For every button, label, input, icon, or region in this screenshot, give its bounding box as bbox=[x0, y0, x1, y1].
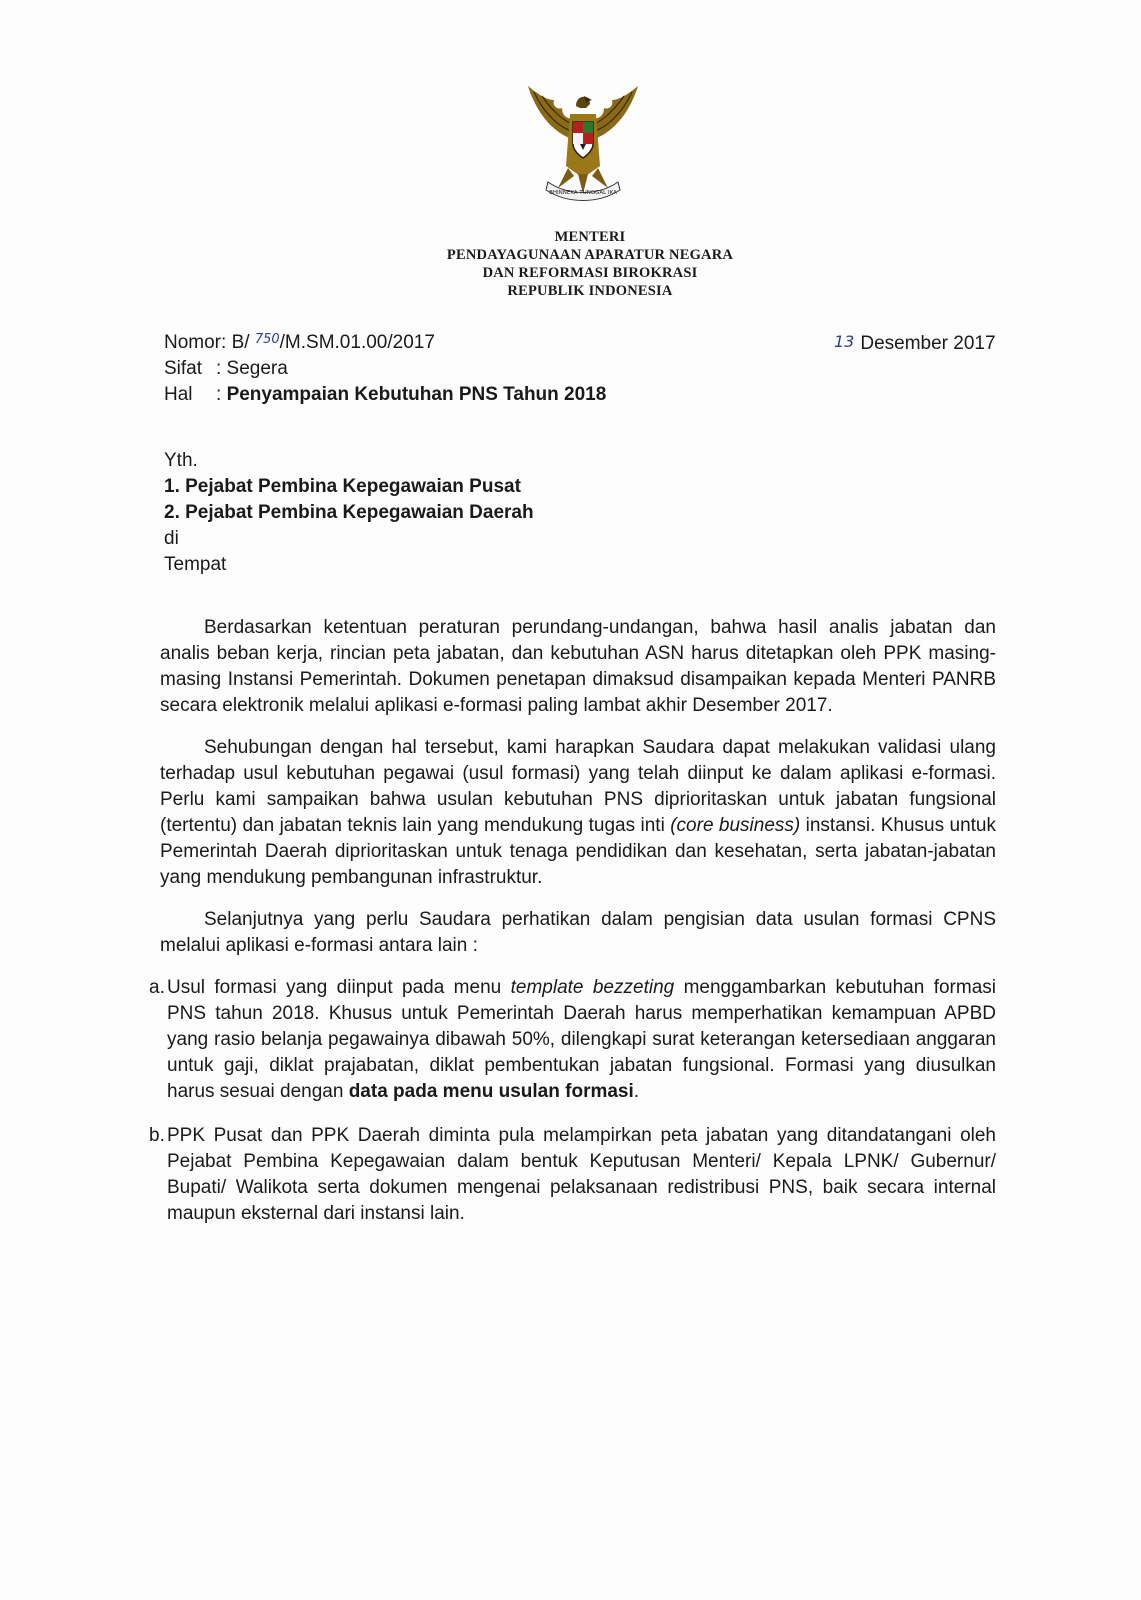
addressee-block bbox=[164, 448, 534, 578]
agency-line-2: PENDAYAGUNAAN APARATUR NEGARA bbox=[446, 247, 734, 263]
svg-text:BHINNEKA TUNGGAL IKA: BHINNEKA TUNGGAL IKA bbox=[549, 190, 617, 196]
agency-line-3: DAN REFORMASI BIROKRASI bbox=[482, 265, 698, 281]
addressee-di: di bbox=[164, 528, 179, 549]
letter-meta bbox=[164, 327, 606, 408]
hal-colon: : bbox=[216, 384, 222, 405]
garuda-emblem bbox=[518, 78, 648, 208]
agency-line-1: MENTERI bbox=[554, 229, 626, 245]
agency-header bbox=[300, 228, 880, 300]
item-a-bold: data pada menu usulan formasi bbox=[348, 1081, 634, 1102]
sifat-value: : Segera bbox=[216, 358, 288, 379]
nomor-label: Nomor: B/ bbox=[164, 332, 250, 353]
list-marker-b: b. bbox=[149, 1125, 165, 1146]
nomor-rest: /M.SM.01.00/2017 bbox=[279, 332, 435, 353]
item-a-end: . bbox=[633, 1081, 640, 1102]
item-b-text: PPK Pusat dan PPK Daerah diminta pula melampirkan peta jabatan yang ditandatangani oleh Pejabat Pembina Kepegawaian dalam bentuk Keputusan Menteri/ Kepala LPNK/ Gubernur/ Bupati/ Walikota serta dokumen mengenai pelaksanaan redistribusi PNS, baik secara internal maupun eksternal dari instansi lain. bbox=[167, 1125, 996, 1224]
hal-value: Penyampaian Kebutuhan PNS Tahun 2018 bbox=[226, 384, 607, 405]
item-a-text-1: Usul formasi yang diinput pada menu bbox=[167, 977, 502, 998]
letter-body bbox=[149, 615, 996, 1245]
salutation: Yth. bbox=[164, 450, 198, 471]
item-a-italic: template bezzeting bbox=[510, 977, 675, 998]
addressee-line-1: 1. Pejabat Pembina Kepegawaian Pusat bbox=[164, 476, 521, 497]
letter-date bbox=[834, 332, 996, 355]
sifat-label: Sifat bbox=[164, 358, 203, 379]
list-item-b bbox=[150, 1123, 996, 1227]
p2-italic: (core business) bbox=[670, 815, 801, 836]
agency-line-4: REPUBLIK INDONESIA bbox=[507, 283, 673, 299]
sifat-row bbox=[164, 356, 606, 382]
nomor-handwritten: 750 bbox=[254, 332, 280, 347]
paragraph-1: Berdasarkan ketentuan peraturan perundang-undangan, bahwa hasil analis jabatan dan analis beban kerja, rincian peta jabatan, dan kebutuhan ASN harus ditetapkan oleh PPK masing-masing Instansi Pemerintah. Dokumen penetapan dimaksud disampaikan kepada Menteri PANRB secara elektronik melalui aplikasi e-formasi paling lambat akhir Desember 2017. bbox=[160, 617, 996, 716]
addressee-tempat: Tempat bbox=[164, 554, 227, 575]
item-a-text-2: menggambarkan kebutuhan formasi PNS tahun 2018. Khusus untuk Pemerintah Daerah harus memperhatikan kemampuan APBD yang rasio belanja pegawainya dibawah 50%, dilengkapi surat keterangan ketersediaan anggaran untuk gaji, diklat prajabatan, diklat pembentukan jabatan fungsional. Formasi yang diusulkan harus sesuai dengan bbox=[167, 977, 996, 1102]
date-rest: Desember 2017 bbox=[860, 333, 996, 354]
p2-text-b: instansi. Khusus untuk Pemerintah Daerah diprioritaskan untuk tenaga pendidikan dan kesehatan, serta jabatan-jabatan yang mendukung pembangunan infrastruktur. bbox=[160, 815, 996, 888]
list-marker-a: a. bbox=[149, 977, 165, 998]
nomor-row bbox=[164, 327, 606, 356]
paragraph-3: Selanjutnya yang perlu Saudara perhatikan dalam pengisian data usulan formasi CPNS melalui aplikasi e-formasi antara lain : bbox=[160, 909, 996, 956]
hal-label: Hal bbox=[164, 384, 193, 405]
instruction-list bbox=[149, 975, 996, 1227]
p2-text-a: Sehubungan dengan hal tersebut, kami harapkan Saudara dapat melakukan validasi ulang terhadap usul kebutuhan pegawai (usul formasi) yang telah diinput ke dalam aplikasi e-formasi. Perlu kami sampaikan bahwa usulan kebutuhan PNS diprioritaskan untuk jabatan fungsional (tertentu) dan jabatan teknis lain yang mendukung tugas inti bbox=[160, 737, 996, 836]
addressee-line-2: 2. Pejabat Pembina Kepegawaian Daerah bbox=[164, 502, 534, 523]
date-day-handwritten: 13 bbox=[834, 332, 855, 351]
paragraph-2 bbox=[160, 735, 996, 891]
list-item-a bbox=[150, 975, 996, 1105]
hal-row bbox=[164, 382, 606, 408]
